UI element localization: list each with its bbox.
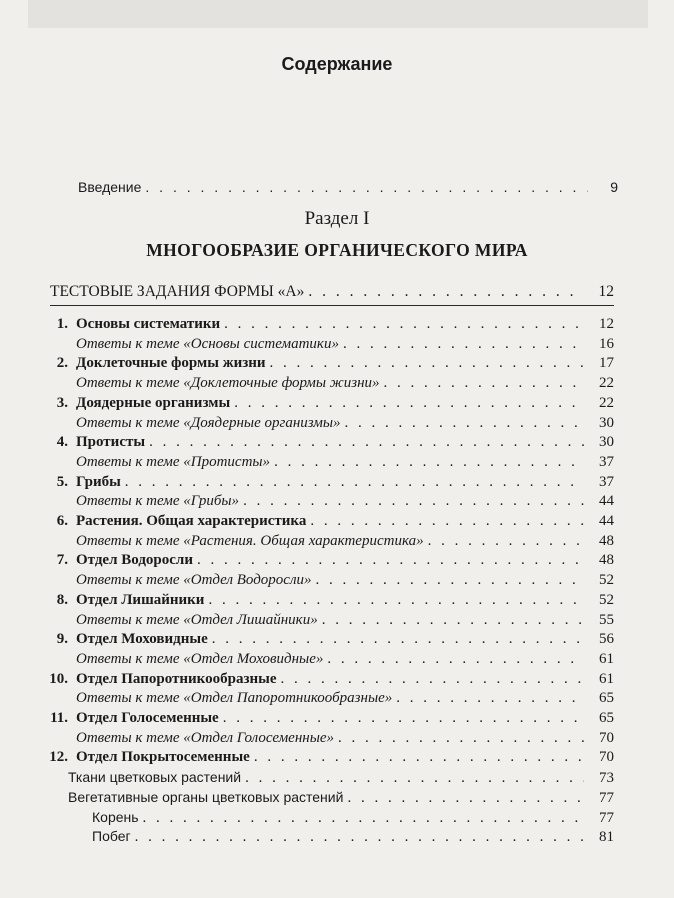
- toc-entry-answer[interactable]: [44, 413, 614, 433]
- toc-entry-number: 11.: [50, 710, 68, 726]
- leader-dots: [245, 768, 584, 788]
- leader-dots: [223, 708, 584, 728]
- toc-entry-answer[interactable]: [44, 531, 614, 551]
- section-title: МНОГООБРАЗИЕ ОРГАНИЧЕСКОГО МИРА: [146, 240, 528, 260]
- toc-entry-chapter[interactable]: [44, 590, 614, 610]
- toc-entry-text: Ответы к теме «Отдел Папоротникообразные»: [76, 690, 393, 707]
- toc-entry-page: 56: [599, 631, 614, 648]
- toc-entry-text: Ответы к теме «Основы систематики»: [76, 335, 339, 352]
- toc-entry-answer[interactable]: [44, 610, 614, 630]
- toc-entry-number: 2.: [56, 355, 68, 372]
- toc-entry-text: Корень: [92, 808, 139, 825]
- toc-entry-answer[interactable]: [44, 334, 614, 354]
- toc-entry-number: 7.: [56, 552, 68, 569]
- leader-dots: [345, 413, 585, 433]
- toc-entry-text: Ответы к теме «Доядерные организмы»: [76, 414, 341, 431]
- section-label: Раздел I: [304, 208, 370, 229]
- toc-entry-page: 65: [599, 690, 614, 707]
- toc-entry-number: 12.: [49, 749, 68, 766]
- toc-entry-page: 61: [599, 650, 614, 667]
- toc-entry-text: Ответы к теме «Доклеточные формы жизни»: [76, 375, 380, 392]
- toc-entry-page: 30: [599, 414, 614, 431]
- toc-entry-chapter[interactable]: [44, 393, 614, 413]
- toc-entry-text: Отдел Водоросли: [76, 552, 193, 569]
- leader-dots: [212, 629, 584, 649]
- toc-entry-number: 1.: [56, 316, 68, 332]
- toc-entry-text: Побег: [92, 828, 131, 845]
- toc-entry-answer[interactable]: [44, 688, 614, 708]
- toc-entry-chapter[interactable]: [44, 511, 614, 531]
- leader-dots: [396, 688, 584, 708]
- leader-dots: [343, 334, 584, 354]
- leader-dots: [384, 373, 584, 393]
- toc-entry-chapter[interactable]: [44, 432, 614, 452]
- toc-entry-text: Ответы к теме «Отдел Водоросли»: [76, 572, 312, 589]
- toc-part-heading[interactable]: [50, 282, 614, 302]
- toc-entry-number: 4.: [56, 434, 68, 451]
- toc-entry-page: 22: [599, 394, 614, 411]
- leader-dots: [281, 669, 585, 689]
- part-heading-page: 12: [598, 283, 614, 300]
- toc-entry-page: 48: [599, 532, 614, 549]
- leader-dots: [316, 570, 584, 590]
- toc-entry-text: Отдел Голосеменные: [76, 710, 219, 726]
- toc-entry-chapter[interactable]: [44, 747, 614, 767]
- leader-dots: [243, 491, 584, 511]
- toc-entry-text: Отдел Лишайники: [76, 591, 205, 608]
- leader-dots: [327, 649, 584, 669]
- toc-entry-text: Доклеточные формы жизни: [76, 355, 266, 372]
- leader-dots: [428, 531, 584, 551]
- toc-intro-page: 9: [610, 179, 618, 195]
- part-heading-text: ТЕСТОВЫЕ ЗАДАНИЯ ФОРМЫ «А»: [50, 283, 305, 300]
- toc-entry-text: Ответы к теме «Грибы»: [76, 493, 240, 510]
- toc-entry-subtopic[interactable]: [92, 826, 614, 847]
- toc-entry-text: Ответы к теме «Протисты»: [76, 453, 271, 470]
- toc-entry-page: 44: [599, 493, 614, 510]
- toc-entry-number: 6.: [56, 513, 68, 529]
- toc-entry-page: 70: [599, 729, 614, 746]
- toc-entry-page: 65: [599, 710, 614, 726]
- toc-entry-subtopic[interactable]: [68, 767, 614, 788]
- toc-entry-chapter[interactable]: [44, 629, 614, 649]
- toc-entry-text: Растения. Общая характеристика: [76, 513, 307, 529]
- toc-entry-text: Отдел Моховидные: [76, 631, 208, 648]
- toc-entry-number: 8.: [56, 591, 68, 608]
- toc-entry-answer[interactable]: [44, 570, 614, 590]
- leader-dots: [270, 353, 584, 373]
- toc-entry-page: 22: [599, 375, 614, 392]
- toc-entry-text: Ответы к теме «Отдел Моховидные»: [76, 650, 324, 667]
- toc-entry-text: Ткани цветковых растений: [68, 769, 242, 786]
- toc-entry-chapter[interactable]: [44, 669, 614, 689]
- toc-entry-page: 52: [599, 591, 614, 608]
- toc-entry-text: Вегетативные органы цветковых растений: [68, 788, 344, 805]
- toc-entry-text: Ответы к теме «Отдел Голосеменные»: [76, 729, 335, 746]
- toc-entry-text: Отдел Покрытосеменные: [76, 749, 250, 766]
- toc-entry-page: 37: [599, 453, 614, 470]
- leader-dots: [197, 550, 584, 570]
- leader-dots: [338, 728, 584, 748]
- toc-entry-chapter[interactable]: [44, 353, 614, 373]
- toc-entry-text: Основы систематики: [76, 316, 221, 332]
- running-header-strip: [28, 0, 648, 28]
- leader-dots: [234, 393, 584, 413]
- toc-entry-page: 12: [599, 316, 614, 332]
- toc-entry-text: Грибы: [76, 473, 121, 490]
- toc-entry-text: Отдел Папоротникообразные: [76, 670, 277, 687]
- heading-rule: [50, 305, 614, 306]
- leader-dots: [274, 452, 584, 472]
- toc-entry-page: 48: [599, 552, 614, 569]
- leader-dots: [254, 747, 584, 767]
- toc-entry-subtopic[interactable]: [92, 807, 614, 828]
- toc-entry-answer[interactable]: [44, 373, 614, 393]
- toc-entry-page: 16: [599, 335, 614, 352]
- toc-entry-page: 44: [599, 513, 614, 529]
- toc-entry-page: 73: [599, 770, 614, 787]
- toc-entry-text: Ответы к теме «Растения. Общая характеристика»: [76, 532, 424, 549]
- toc-entry-page: 37: [599, 473, 614, 490]
- leader-dots: [322, 610, 584, 630]
- toc-entry-answer[interactable]: [44, 452, 614, 472]
- toc-entry-chapter[interactable]: [44, 314, 614, 334]
- toc-entry-text: Протисты: [76, 434, 146, 451]
- toc-entry-page: 61: [599, 670, 614, 687]
- leader-dots: [308, 282, 584, 302]
- toc-entry-page: 81: [599, 829, 614, 846]
- toc-entry-number: 3.: [56, 394, 68, 411]
- toc-entry-page: 30: [599, 434, 614, 451]
- toc-entry-chapter[interactable]: [44, 550, 614, 570]
- leader-dots: [208, 590, 584, 610]
- page-title: Содержание: [281, 54, 393, 74]
- toc-entry-text: Доядерные организмы: [76, 394, 231, 411]
- leader-dots: [135, 827, 584, 847]
- toc-entry-number: 9.: [56, 631, 68, 648]
- toc-entry-page: 77: [599, 789, 614, 806]
- toc-entry-page: 17: [599, 355, 614, 372]
- toc-intro-row[interactable]: [78, 177, 618, 197]
- toc-entry-answer[interactable]: [44, 491, 614, 511]
- toc-entry-chapter[interactable]: [44, 472, 614, 492]
- toc-intro-text: Введение: [78, 179, 142, 195]
- leader-dots: [347, 788, 584, 808]
- toc-entry-page: 55: [599, 611, 614, 628]
- toc-entry-answer[interactable]: [44, 649, 614, 669]
- leader-dots: [125, 472, 584, 492]
- toc-entry-answer[interactable]: [44, 728, 614, 748]
- toc-entry-page: 70: [599, 749, 614, 766]
- toc-entry-page: 77: [599, 809, 614, 826]
- toc-entry-chapter[interactable]: [44, 708, 614, 728]
- toc-entry-text: Ответы к теме «Отдел Лишайники»: [76, 611, 318, 628]
- leader-dots: [143, 808, 584, 828]
- leader-dots: [145, 177, 588, 197]
- toc-entry-page: 52: [599, 572, 614, 589]
- toc-entry-number: 10.: [49, 670, 68, 687]
- toc-entry-number: 5.: [56, 473, 68, 490]
- leader-dots: [310, 511, 584, 531]
- leader-dots: [224, 314, 584, 334]
- leader-dots: [149, 432, 584, 452]
- toc-entry-subtopic[interactable]: [68, 787, 614, 808]
